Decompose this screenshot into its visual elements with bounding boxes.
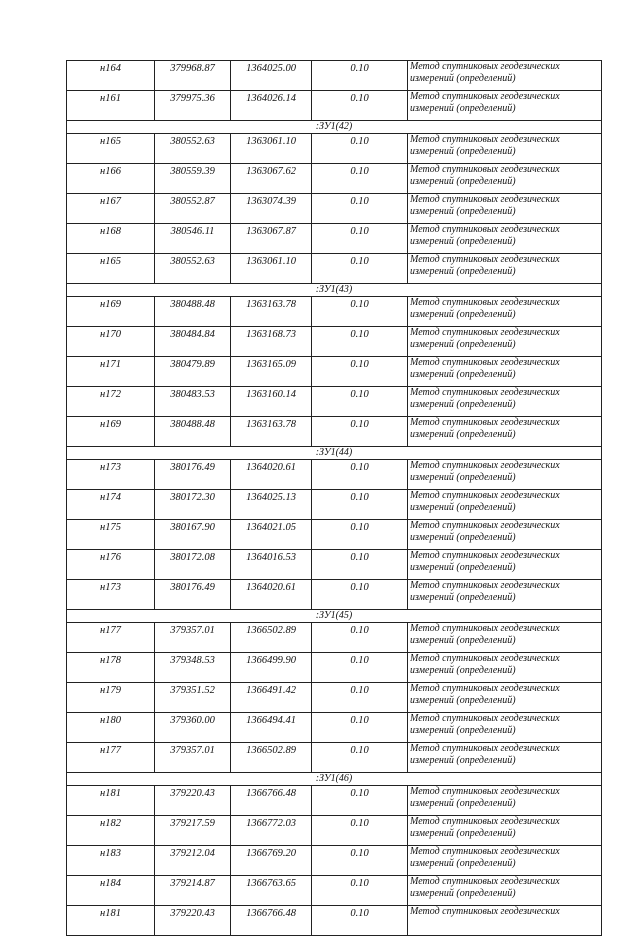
error-cell: 0.10	[312, 876, 408, 906]
point-id-cell: н168	[67, 224, 155, 254]
method-cell	[408, 164, 602, 194]
x-coordinate-cell: 380172.08	[155, 550, 231, 580]
method-line-2: измерений (определений)	[410, 635, 516, 646]
method-cell	[408, 653, 602, 683]
y-coordinate-cell: 1363067.62	[231, 164, 312, 194]
method-line-1: Метод спутниковых геодезических	[410, 846, 560, 857]
table-row	[67, 816, 602, 846]
x-coordinate-cell: 380483.53	[155, 387, 231, 417]
point-id-cell: н169	[67, 417, 155, 447]
section-title: :ЗУ1(43)	[67, 284, 602, 297]
error-cell: 0.10	[312, 846, 408, 876]
method-line-1: Метод спутниковых геодезических	[410, 713, 560, 724]
table-row	[67, 224, 602, 254]
error-cell: 0.10	[312, 417, 408, 447]
x-coordinate-cell: 379220.43	[155, 906, 231, 936]
method-cell	[408, 786, 602, 816]
method-cell	[408, 683, 602, 713]
method-cell	[408, 520, 602, 550]
y-coordinate-cell: 1363163.78	[231, 417, 312, 447]
x-coordinate-cell: 379220.43	[155, 786, 231, 816]
y-coordinate-cell: 1363067.87	[231, 224, 312, 254]
x-coordinate-cell: 380552.63	[155, 254, 231, 284]
x-coordinate-cell: 379975.36	[155, 91, 231, 121]
method-line-2: измерений (определений)	[410, 502, 516, 513]
method-cell	[408, 61, 602, 91]
error-cell: 0.10	[312, 683, 408, 713]
table-row	[67, 743, 602, 773]
error-cell: 0.10	[312, 327, 408, 357]
point-id-cell: н165	[67, 134, 155, 164]
method-line-2: измерений (определений)	[410, 725, 516, 736]
y-coordinate-cell: 1366766.48	[231, 786, 312, 816]
method-line-2: измерений (определений)	[410, 236, 516, 247]
table-row	[67, 387, 602, 417]
method-line-1: Метод спутниковых геодезических	[410, 653, 560, 664]
y-coordinate-cell: 1363165.09	[231, 357, 312, 387]
method-cell	[408, 357, 602, 387]
x-coordinate-cell: 380479.89	[155, 357, 231, 387]
error-cell: 0.10	[312, 61, 408, 91]
x-coordinate-cell: 380552.63	[155, 134, 231, 164]
point-id-cell: н165	[67, 254, 155, 284]
error-cell: 0.10	[312, 91, 408, 121]
method-line-2: измерений (определений)	[410, 369, 516, 380]
error-cell: 0.10	[312, 297, 408, 327]
table-row	[67, 297, 602, 327]
y-coordinate-cell: 1363160.14	[231, 387, 312, 417]
table-row	[67, 61, 602, 91]
x-coordinate-cell: 379968.87	[155, 61, 231, 91]
x-coordinate-cell: 380559.39	[155, 164, 231, 194]
method-line-2: измерений (определений)	[410, 472, 516, 483]
method-cell	[408, 327, 602, 357]
table-row	[67, 876, 602, 906]
x-coordinate-cell: 379214.87	[155, 876, 231, 906]
method-line-2: измерений (определений)	[410, 176, 516, 187]
table-row	[67, 713, 602, 743]
method-line-2: измерений (определений)	[410, 888, 516, 899]
method-line-1: Метод спутниковых геодезических	[410, 254, 560, 265]
method-line-1: Метод спутниковых геодезических	[410, 520, 560, 531]
table-row	[67, 683, 602, 713]
point-id-cell: н178	[67, 653, 155, 683]
point-id-cell: н173	[67, 460, 155, 490]
y-coordinate-cell: 1364020.61	[231, 460, 312, 490]
method-cell	[408, 876, 602, 906]
method-cell	[408, 816, 602, 846]
coordinates-document	[66, 60, 594, 936]
method-line-1: Метод спутниковых геодезических	[410, 61, 560, 72]
point-id-cell: н181	[67, 906, 155, 936]
error-cell: 0.10	[312, 550, 408, 580]
error-cell: 0.10	[312, 816, 408, 846]
table-row	[67, 91, 602, 121]
method-line-2: измерений (определений)	[410, 828, 516, 839]
x-coordinate-cell: 380488.48	[155, 417, 231, 447]
section-header-row	[67, 121, 602, 134]
section-title: :ЗУ1(45)	[67, 610, 602, 623]
section-header-row	[67, 773, 602, 786]
point-id-cell: н174	[67, 490, 155, 520]
error-cell: 0.10	[312, 387, 408, 417]
method-line-2: измерений (определений)	[410, 103, 516, 114]
table-row	[67, 490, 602, 520]
method-line-2: измерений (определений)	[410, 592, 516, 603]
x-coordinate-cell: 379351.52	[155, 683, 231, 713]
method-line-2: измерений (определений)	[410, 429, 516, 440]
error-cell: 0.10	[312, 490, 408, 520]
error-cell: 0.10	[312, 194, 408, 224]
y-coordinate-cell: 1366766.48	[231, 906, 312, 936]
y-coordinate-cell: 1366502.89	[231, 623, 312, 653]
method-cell	[408, 460, 602, 490]
section-title: :ЗУ1(42)	[67, 121, 602, 134]
y-coordinate-cell: 1366769.20	[231, 846, 312, 876]
x-coordinate-cell: 379212.04	[155, 846, 231, 876]
method-cell	[408, 580, 602, 610]
method-line-2: измерений (определений)	[410, 858, 516, 869]
table-row	[67, 357, 602, 387]
x-coordinate-cell: 380488.48	[155, 297, 231, 327]
method-cell	[408, 846, 602, 876]
method-line-2: измерений (определений)	[410, 266, 516, 277]
method-cell	[408, 254, 602, 284]
table-row	[67, 327, 602, 357]
point-id-cell: н184	[67, 876, 155, 906]
error-cell: 0.10	[312, 357, 408, 387]
method-line-2: измерений (определений)	[410, 695, 516, 706]
table-row	[67, 254, 602, 284]
method-cell	[408, 224, 602, 254]
y-coordinate-cell: 1366491.42	[231, 683, 312, 713]
method-line-1: Метод спутниковых геодезических	[410, 876, 560, 887]
method-line-1: Метод спутниковых геодезических	[410, 906, 560, 917]
y-coordinate-cell: 1364021.05	[231, 520, 312, 550]
error-cell: 0.10	[312, 906, 408, 936]
table-row	[67, 786, 602, 816]
error-cell: 0.10	[312, 653, 408, 683]
table-row	[67, 653, 602, 683]
table-row	[67, 194, 602, 224]
error-cell: 0.10	[312, 164, 408, 194]
point-id-cell: н171	[67, 357, 155, 387]
method-line-1: Метод спутниковых геодезических	[410, 297, 560, 308]
point-id-cell: н176	[67, 550, 155, 580]
method-cell	[408, 490, 602, 520]
point-id-cell: н166	[67, 164, 155, 194]
method-line-1: Метод спутниковых геодезических	[410, 327, 560, 338]
x-coordinate-cell: 379360.00	[155, 713, 231, 743]
method-line-1: Метод спутниковых геодезических	[410, 623, 560, 634]
table-row	[67, 520, 602, 550]
table-row	[67, 906, 602, 936]
point-id-cell: н170	[67, 327, 155, 357]
coordinates-table	[66, 60, 602, 936]
section-title: :ЗУ1(46)	[67, 773, 602, 786]
method-cell	[408, 623, 602, 653]
method-line-1: Метод спутниковых геодезических	[410, 387, 560, 398]
section-header-row	[67, 284, 602, 297]
y-coordinate-cell: 1366502.89	[231, 743, 312, 773]
x-coordinate-cell: 380167.90	[155, 520, 231, 550]
point-id-cell: н177	[67, 743, 155, 773]
coordinates-table-body	[67, 61, 602, 936]
error-cell: 0.10	[312, 623, 408, 653]
table-row	[67, 417, 602, 447]
point-id-cell: н177	[67, 623, 155, 653]
method-cell	[408, 194, 602, 224]
x-coordinate-cell: 380172.30	[155, 490, 231, 520]
method-cell	[408, 134, 602, 164]
error-cell: 0.10	[312, 460, 408, 490]
y-coordinate-cell: 1364026.14	[231, 91, 312, 121]
y-coordinate-cell: 1364025.00	[231, 61, 312, 91]
method-line-2: измерений (определений)	[410, 206, 516, 217]
method-line-1: Метод спутниковых геодезических	[410, 194, 560, 205]
error-cell: 0.10	[312, 520, 408, 550]
table-row	[67, 550, 602, 580]
method-line-1: Метод спутниковых геодезических	[410, 460, 560, 471]
method-line-1: Метод спутниковых геодезических	[410, 683, 560, 694]
point-id-cell: н180	[67, 713, 155, 743]
error-cell: 0.10	[312, 254, 408, 284]
method-line-1: Метод спутниковых геодезических	[410, 490, 560, 501]
point-id-cell: н164	[67, 61, 155, 91]
x-coordinate-cell: 379357.01	[155, 623, 231, 653]
method-line-1: Метод спутниковых геодезических	[410, 550, 560, 561]
point-id-cell: н182	[67, 816, 155, 846]
method-cell	[408, 743, 602, 773]
error-cell: 0.10	[312, 786, 408, 816]
y-coordinate-cell: 1366499.90	[231, 653, 312, 683]
point-id-cell: н173	[67, 580, 155, 610]
section-header-row	[67, 610, 602, 623]
y-coordinate-cell: 1366763.65	[231, 876, 312, 906]
method-cell	[408, 550, 602, 580]
y-coordinate-cell: 1366772.03	[231, 816, 312, 846]
y-coordinate-cell: 1366494.41	[231, 713, 312, 743]
point-id-cell: н179	[67, 683, 155, 713]
table-row	[67, 134, 602, 164]
y-coordinate-cell: 1363163.78	[231, 297, 312, 327]
y-coordinate-cell: 1363168.73	[231, 327, 312, 357]
x-coordinate-cell: 380546.11	[155, 224, 231, 254]
method-line-2: измерений (определений)	[410, 562, 516, 573]
point-id-cell: н161	[67, 91, 155, 121]
method-cell	[408, 297, 602, 327]
point-id-cell: н167	[67, 194, 155, 224]
y-coordinate-cell: 1363074.39	[231, 194, 312, 224]
point-id-cell: н183	[67, 846, 155, 876]
method-line-2: измерений (определений)	[410, 399, 516, 410]
method-cell	[408, 906, 602, 936]
table-row	[67, 623, 602, 653]
method-line-1: Метод спутниковых геодезических	[410, 134, 560, 145]
method-cell	[408, 417, 602, 447]
method-line-1: Метод спутниковых геодезических	[410, 580, 560, 591]
table-row	[67, 164, 602, 194]
method-line-1: Метод спутниковых геодезических	[410, 224, 560, 235]
method-line-1: Метод спутниковых геодезических	[410, 816, 560, 827]
table-row	[67, 460, 602, 490]
error-cell: 0.10	[312, 224, 408, 254]
method-line-2: измерений (определений)	[410, 665, 516, 676]
method-cell	[408, 91, 602, 121]
table-row	[67, 846, 602, 876]
error-cell: 0.10	[312, 713, 408, 743]
method-line-1: Метод спутниковых геодезических	[410, 417, 560, 428]
x-coordinate-cell: 379348.53	[155, 653, 231, 683]
y-coordinate-cell: 1363061.10	[231, 134, 312, 164]
method-line-2: измерений (определений)	[410, 309, 516, 320]
method-line-2: измерений (определений)	[410, 532, 516, 543]
table-row	[67, 580, 602, 610]
method-line-1: Метод спутниковых геодезических	[410, 743, 560, 754]
section-title: :ЗУ1(44)	[67, 447, 602, 460]
section-header-row	[67, 447, 602, 460]
method-line-2: измерений (определений)	[410, 339, 516, 350]
method-line-1: Метод спутниковых геодезических	[410, 164, 560, 175]
y-coordinate-cell: 1364025.13	[231, 490, 312, 520]
point-id-cell: н169	[67, 297, 155, 327]
error-cell: 0.10	[312, 134, 408, 164]
y-coordinate-cell: 1364020.61	[231, 580, 312, 610]
x-coordinate-cell: 380552.87	[155, 194, 231, 224]
method-line-2: измерений (определений)	[410, 755, 516, 766]
error-cell: 0.10	[312, 580, 408, 610]
method-line-1: Метод спутниковых геодезических	[410, 357, 560, 368]
method-line-2: измерений (определений)	[410, 73, 516, 84]
y-coordinate-cell: 1363061.10	[231, 254, 312, 284]
x-coordinate-cell: 380176.49	[155, 460, 231, 490]
x-coordinate-cell: 380176.49	[155, 580, 231, 610]
method-line-1: Метод спутниковых геодезических	[410, 91, 560, 102]
x-coordinate-cell: 379217.59	[155, 816, 231, 846]
y-coordinate-cell: 1364016.53	[231, 550, 312, 580]
point-id-cell: н175	[67, 520, 155, 550]
point-id-cell: н172	[67, 387, 155, 417]
x-coordinate-cell: 380484.84	[155, 327, 231, 357]
method-line-2: измерений (определений)	[410, 798, 516, 809]
point-id-cell: н181	[67, 786, 155, 816]
error-cell: 0.10	[312, 743, 408, 773]
method-line-2: измерений (определений)	[410, 146, 516, 157]
x-coordinate-cell: 379357.01	[155, 743, 231, 773]
method-cell	[408, 387, 602, 417]
method-cell	[408, 713, 602, 743]
method-line-1: Метод спутниковых геодезических	[410, 786, 560, 797]
